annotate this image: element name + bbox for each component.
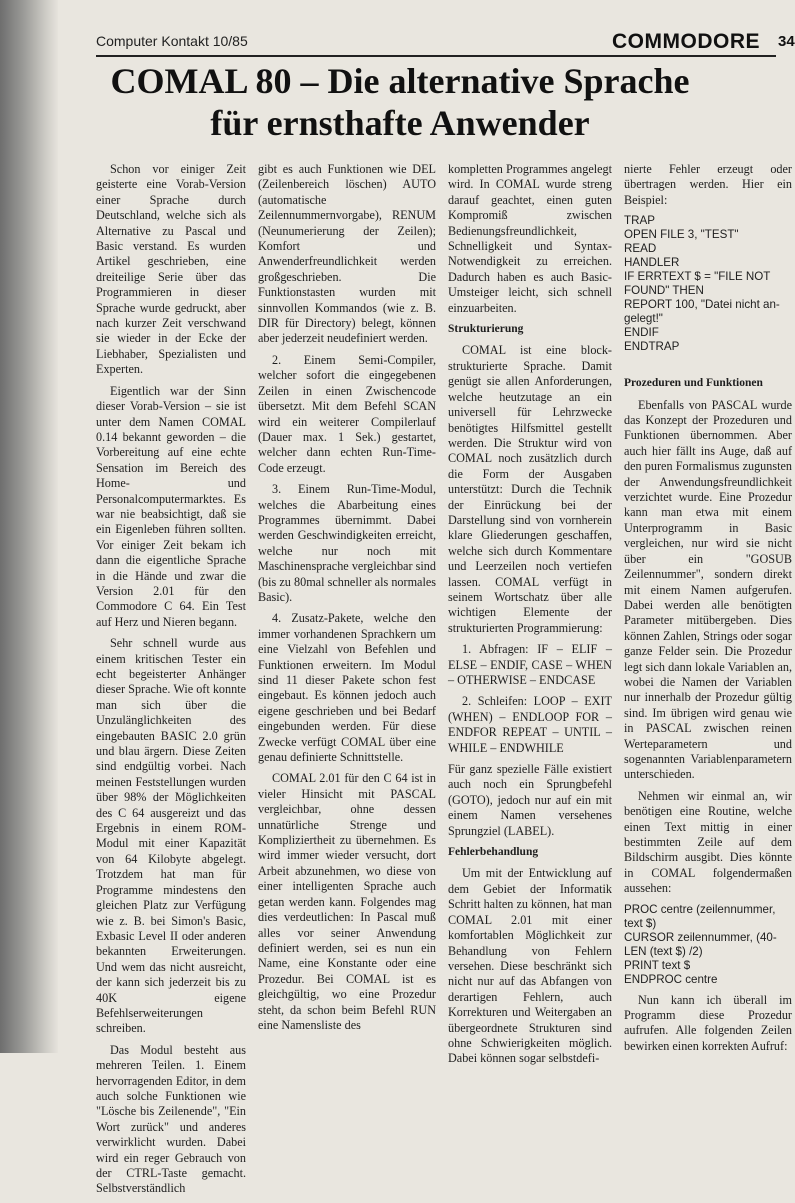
page-binding-shadow [0, 0, 58, 1053]
code-line: PRINT text $ [624, 958, 691, 972]
code-line: PROC centre (zeilennummer, [624, 902, 776, 916]
code-line: OPEN FILE 3, "TEST" [624, 228, 739, 242]
paragraph: COMAL 2.01 für den C 64 ist in vieler Hinsicht mit PASCAL vergleichbar, ohne dessen unnatürliche Strenge und Kompliziertheit zu übernehmen. Es wird immer wieder versucht, dort Arbeit abzunehmen, wo diese von einer intelligenten Sprache auch getan werden kann. Folgendes mag dies verdeutlichen: In Pascal muß alles vor seiner Anwendung definiert werden, sei es nun ein Name, eine Konstante oder eine Prozedur. Bei COMAL ist es gleichgültig, wo eine Prozedur steht, da schon beim Befehl RUN eine Namensliste des [258, 771, 436, 1032]
code-line: gelegt!" [624, 312, 663, 326]
paragraph: Eigentlich war der Sinn dieser Vorab-Version – sie ist unter dem Namen COMAL 0.14 bekannt geworden – die Vorbereitung auf eine echte Sensation im Bereich des Home- und Personalcomputermarktes. Es war nie beabsichtigt, daß sie ein Eigenleben führen sollten. Vor einiger Zeit bekam ich dann die eigentliche Sprache in die Hände und zwar die Version 2.01 für den Commodore C 64. Ein Test auf Herz und Nieren begann. [96, 383, 246, 629]
code-line: HANDLER [624, 256, 680, 270]
paragraph: 2. Einem Semi-Compiler, welcher sofort die eingegebenen Zeilen in einen Zwischencode übersetzt. Mit dem Befehl SCAN wird ein weiterer Compilerlauf (Dauer max. 1 Sek.) gestartet, welcher dann echten Run-Time-Code erzeugt. [258, 352, 436, 475]
paragraph: Nehmen wir einmal an, wir benötigen eine Routine, welche einen Text mittig in einer bestimmten Zeile auf dem Bildschirm ausgibt. Dies könnte in COMAL folgendermaßen aussehen: [624, 788, 792, 896]
publication-line: Computer Kontakt 10/85 [96, 33, 248, 49]
column-2 [258, 162, 436, 1039]
section-heading: Prozeduren und Funktionen [624, 377, 763, 390]
paragraph: 2. Schleifen: LOOP – EXIT (WHEN) – ENDLOOP FOR – ENDFOR REPEAT – UNTIL – WHILE – ENDWHILE [448, 694, 612, 755]
title-line-1: COMAL 80 – Die alternative Sprache [110, 61, 690, 101]
section-heading: Fehlerbehandlung [448, 846, 539, 859]
section-brand: COMMODORE [612, 30, 760, 53]
code-line: CURSOR zeilennummer, (40- [624, 930, 777, 944]
title-line-2: für ernsthafte Anwender [210, 103, 590, 143]
code-line: IF ERRTEXT $ = "FILE NOT [624, 270, 771, 284]
code-listing-trap [624, 214, 792, 354]
code-line: ENDIF [624, 326, 659, 340]
paragraph: Nun kann ich überall im Programm diese Prozedur aufrufen. Alle folgenden Zeilen bewirken einen korrekten Aufruf: [624, 992, 792, 1053]
paragraph: Schon vor einiger Zeit geisterte eine Vorab-Version einer Sprache durch Deutschland, welche sich als Alternative zu Pascal und Basic verstand. Es wurden Artikel geschrieben, eine dreiteilige Serie über das Programmieren in dieser Sprache wurde gedruckt, aber nach kurzer Zeit verschwand sie wieder in der Ecke der Liebhaber, Spezialisten und Experten. [96, 162, 246, 377]
column-1 [96, 162, 246, 1203]
code-line: FOUND" THEN [624, 284, 704, 298]
paragraph: Um mit der Entwicklung auf dem Gebiet der Informatik Schritt halten zu können, hat man COMAL 2.01 mit einer komfortablen Möglichkeit zur Behandlung von Fehlern versehen. Diese beschränkt sich nicht nur auf das Abfangen von derartigen Fehlern, auch Korrekturen und Weitergaben an übergeordnete Strukturen sind ohne Schwierigkeiten möglich. Dabei können sogar selbstdefi- [448, 866, 612, 1066]
paragraph: 1. Abfragen: IF – ELIF – ELSE – ENDIF, CASE – WHEN – OTHERWISE – ENDCASE [448, 642, 612, 687]
paragraph: Ebenfalls von PASCAL wurde das Konzept der Prozeduren und Funktionen übernommen. Aber auch hier fällt ins Auge, daß auf den puren Formalismus zugunsten der Anwendungsfreundlichkeit verzichtet wurde. Eine Prozedur kann man etwa mit einem Unterprogramm in Basic vergleichen, nur wird sie nicht über ein "GOSUB Zeilennummer", sondern direkt mit einem Namen aufgerufen. Dabei werden alle benötigten Parameter mitübergeben. Dies können Zahlen, Strings oder sogar ganze Felder sein. Die Prozedur legt sich dann lokale Variablen an, wobei die Namen der Variablen nur innerhalb der Prozedur gültig sind. Im übrigen wird genau wie in PASCAL zwischen reinen Werteparametern und sogenannten Variablenparametern unterschieden. [624, 397, 792, 782]
paragraph: gibt es auch Funktionen wie DEL (Zeilenbereich löschen) AUTO (automatische Zeilennummernvorgabe), RENUM (Neunumerierung der Zeilen); Komfort und Anwenderfreundlichkeit werden großgeschrieben. Die Funktionstasten wurden mit sinnvollen Kommandos (wie z. B. DIR für Directory) belegt, können aber jederzeit neudefiniert werden. [258, 162, 436, 346]
page-number: 34 [778, 33, 795, 50]
code-line: ENDTRAP [624, 340, 680, 354]
paragraph: Für ganz spezielle Fälle existiert auch noch ein Sprungbefehl (GOTO), jedoch nur auf ein mit einem Namen versehenes Sprungziel (LABEL). [448, 762, 612, 838]
column-3 [448, 162, 612, 1073]
paragraph: Das Modul besteht aus mehreren Teilen. 1. Einem hervorragenden Editor, in dem auch solche Funktionen wie "Lösche bis Zeilenende", "Ein Wort zurück" und anderes verwirklicht wurden. Dabei wird ein reger Gebrauch von der CTRL-Taste gemacht. Selbstverständlich [96, 1042, 246, 1196]
column-4 [624, 162, 792, 1060]
code-line: LEN (text $) /2) [624, 944, 703, 958]
code-line: REPORT 100, "Datei nicht an- [624, 298, 780, 312]
paragraph: COMAL ist eine block-strukturierte Sprache. Damit genügt sie allen Anforderungen, welche heutzutage an ein universell für Lehrzwecke benötigtes Hilfsmittel gestellt werden. Die Struktur wird von COMAL noch zusätzlich durch die Form der Ausgaben unterstützt: Durch die Technik der Einrückung bei der Darstellung sind von vornherein klare Gliederungen geschaffen, welche sich durch Kommentare und Leerzeilen noch vertiefen lassen. COMAL verfügt in seinem Wortschatz über alle wichtigen Elemente der strukturierten Programmierung: [448, 343, 612, 635]
page-header [96, 30, 794, 54]
code-line: READ [624, 242, 657, 256]
section-heading: Strukturierung [448, 323, 524, 336]
code-line: text $) [624, 916, 657, 930]
article-title [80, 60, 720, 144]
code-line: ENDPROC centre [624, 972, 718, 986]
header-rule [96, 55, 776, 57]
paragraph: 3. Einem Run-Time-Modul, welches die Abarbeitung eines Programmes übernimmt. Dabei werden Geschwindigkeiten erreicht, welche nur noch mit Maschinensprache vergleichbar sind (bis zu 80mal schneller als normales Basic). [258, 482, 436, 604]
paragraph: kompletten Programmes angelegt wird. In COMAL wurde streng darauf geachtet, einen guten Kompromiß zwischen Bedienungsfreundlichkeit, Schnelligkeit und Syntax-Notwendigkeit zu erreichen. Dadurch haben es auch Basic-Umsteiger leicht, sich schnell einzuarbeiten. [448, 162, 612, 315]
paragraph: Sehr schnell wurde aus einem kritischen Tester ein echt begeisterter Anhänger dieser Sprache. Wie oft konnte man sich über die Unzulänglichkeiten des eingebauten BASIC 2.0 grün und blau ärgern. Diese Zeiten sind endgültig vorbei. Nach meinen Feststellungen wurden über 98% der Möglichkeiten des C 64 ausgereizt und das Ergebnis in einem ROM-Modul mit einer Kapazität von 64 Kilobyte abgelegt. Trotzdem hat man für Programme mindestens den gleichen Platz zur Verfügung wie z. B. bei Simon's Basic, Exbasic Level II oder anderen bekannten Erweiterungen. Und wem das nicht ausreicht, der kann sich jederzeit bis zu 40K eigene Befehlserweiterungen schreiben. [96, 636, 246, 1036]
paragraph: 4. Zusatz-Pakete, welche den immer vorhandenen Sprachkern um eine Vielzahl von Befehlen und Funktionen erweitern. Im Modul sind 11 dieser Pakete schon fest eingebaut. Es können jedoch auch eigene geschrieben und bei Bedarf eingebunden werden. Für diese Zwecke verfügt COMAL über eine genau definierte Schnittstelle. [258, 611, 436, 765]
code-listing-proc [624, 903, 792, 987]
code-line: TRAP [624, 214, 655, 228]
paragraph: nierte Fehler erzeugt oder übertragen werden. Hier ein Beispiel: [624, 162, 792, 207]
